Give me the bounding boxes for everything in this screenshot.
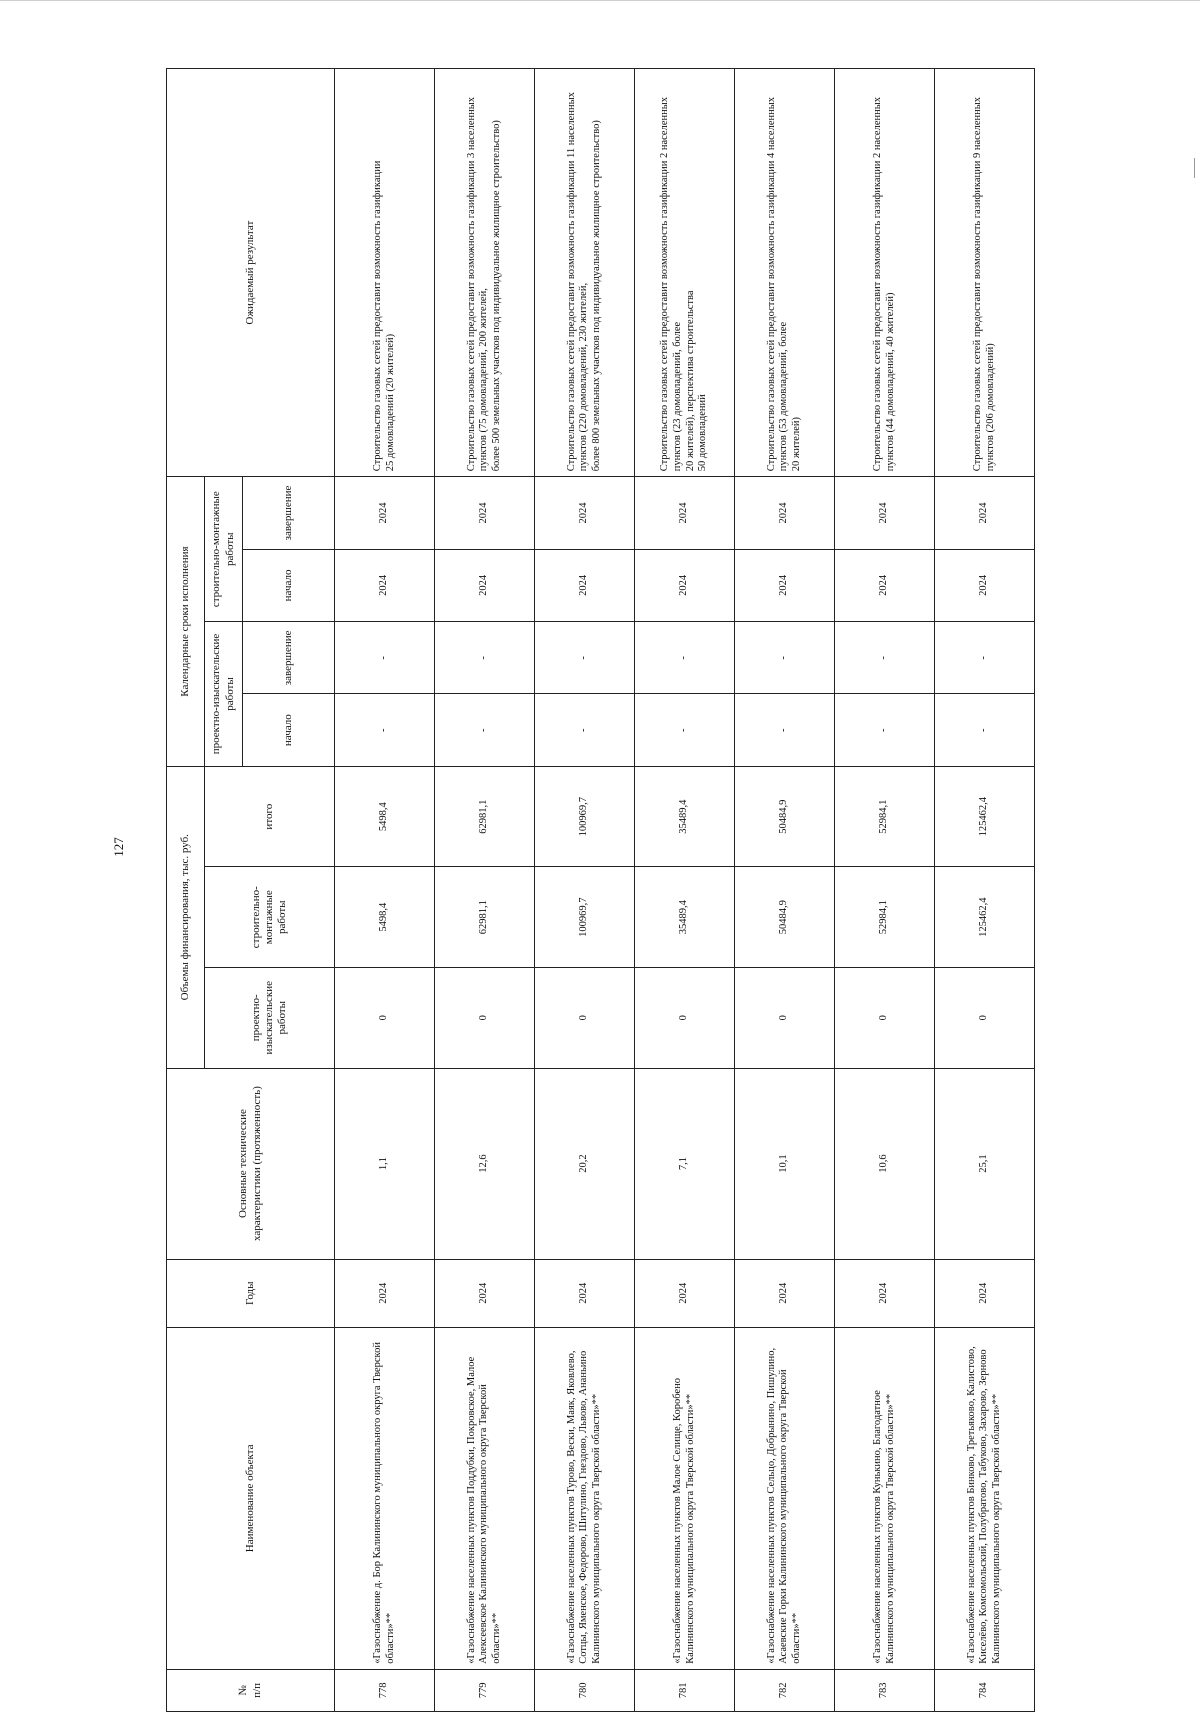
row-length: 1,1	[335, 1068, 435, 1259]
row-number: 783	[835, 1669, 935, 1711]
funding-total-value: 35489,4	[635, 766, 735, 867]
construction-start-value: 2024	[535, 549, 635, 621]
object-name: «Газоснабжение д. Бор Калининского муниципального округа Тверской области»**	[335, 1327, 435, 1669]
funding-total-value: 62981,1	[435, 766, 535, 867]
row-length: 25,1	[935, 1068, 1035, 1259]
funding-design-value: 0	[935, 967, 1035, 1068]
funding-design-value: 0	[535, 967, 635, 1068]
construction-start-value: 2024	[635, 549, 735, 621]
construction-start-header: начало	[243, 549, 335, 621]
expected-result: Строительство газовых сетей предоставит возможность газификации 2 населенных пунктов (44 домовладений, 40 жителей)	[835, 69, 935, 477]
table-header	[167, 69, 335, 1712]
construction-finish-value: 2024	[335, 477, 435, 549]
design-start-value: -	[735, 694, 835, 766]
construction-finish-value: 2024	[635, 477, 735, 549]
schedule-design-header: проектно-изыскательские работы	[205, 622, 243, 767]
design-start-value: -	[635, 694, 735, 766]
funding-construction-value: 100969,7	[535, 867, 635, 968]
object-name: «Газоснабжение населенных пунктов Сельцо, Добрынино, Пишулино, Асаевские Горки Калининского муниципального округа Тверской области»**	[735, 1327, 835, 1669]
row-year: 2024	[835, 1259, 935, 1327]
funding-total-value: 5498,4	[335, 766, 435, 867]
funding-construction-value: 5498,4	[335, 867, 435, 968]
table-row	[635, 69, 735, 1712]
construction-finish-value: 2024	[835, 477, 935, 549]
expected-result: Строительство газовых сетей предоставит возможность газификации 25 домовладений (20 жителей)	[335, 69, 435, 477]
object-name: «Газоснабжение населенных пунктов Бинково, Третьяково, Калистово, Киселёво, Комсомольский, Полубратово, Табуково, Захарово, Зерново Калининского муниципального округа Тверской области»**	[935, 1327, 1035, 1669]
construction-finish-value: 2024	[535, 477, 635, 549]
design-start-value: -	[335, 694, 435, 766]
construction-start-value: 2024	[735, 549, 835, 621]
scan-edge-mark	[0, 0, 1200, 1]
row-number: 778	[335, 1669, 435, 1711]
construction-finish-value: 2024	[735, 477, 835, 549]
design-start-value: -	[535, 694, 635, 766]
row-year: 2024	[735, 1259, 835, 1327]
design-finish-value: -	[435, 622, 535, 694]
funding-design-value: 0	[635, 967, 735, 1068]
design-start-header: начало	[243, 694, 335, 766]
row-length: 20,2	[535, 1068, 635, 1259]
funding-total-value: 125462,4	[935, 766, 1035, 867]
table-row	[535, 69, 635, 1712]
funding-construction-header: строительно-монтажные работы	[205, 867, 335, 968]
funding-construction-value: 50484,9	[735, 867, 835, 968]
table-row	[335, 69, 435, 1712]
table-row	[735, 69, 835, 1712]
expected-result: Строительство газовых сетей предоставит возможность газификации 3 населенных пунктов (75 домовладений, 200 жителей, более 500 земельных участков под индивидуальное жилищное строительство)	[435, 69, 535, 477]
funding-design-value: 0	[435, 967, 535, 1068]
table-row	[835, 69, 935, 1712]
expected-result: Строительство газовых сетей предоставит возможность газификации 9 населенных пунктов (206 домовладений)	[935, 69, 1035, 477]
construction-finish-value: 2024	[935, 477, 1035, 549]
row-year: 2024	[535, 1259, 635, 1327]
funding-total-value: 52984,1	[835, 766, 935, 867]
col-result-header: Ожидаемый результат	[167, 69, 335, 477]
design-start-value: -	[835, 694, 935, 766]
row-year: 2024	[935, 1259, 1035, 1327]
expected-result: Строительство газовых сетей предоставит возможность газификации 11 населенных пунктов (220 домовладений, 230 жителей, более 800 земельных участков под индивидуальное жилищное строительство)	[535, 69, 635, 477]
design-start-value: -	[435, 694, 535, 766]
row-length: 10,1	[735, 1068, 835, 1259]
row-length: 10,6	[835, 1068, 935, 1259]
funding-design-value: 0	[835, 967, 935, 1068]
design-finish-value: -	[335, 622, 435, 694]
funding-construction-value: 52984,1	[835, 867, 935, 968]
row-number: 779	[435, 1669, 535, 1711]
schedule-construction-header: строительно-монтажные работы	[205, 477, 243, 622]
row-year: 2024	[435, 1259, 535, 1327]
table-row	[435, 69, 535, 1712]
col-years-header: Годы	[167, 1259, 335, 1327]
construction-start-value: 2024	[335, 549, 435, 621]
col-specs-header: Основные технические характеристики (протяженность)	[167, 1068, 335, 1259]
object-name: «Газоснабжение населенных пунктов Кунькино, Благодатное Калининского муниципального округа Тверской области»**	[835, 1327, 935, 1669]
funding-design-value: 0	[335, 967, 435, 1068]
design-finish-value: -	[835, 622, 935, 694]
funding-construction-value: 62981,1	[435, 867, 535, 968]
col-name-header: Наименование объекта	[167, 1327, 335, 1669]
row-number: 780	[535, 1669, 635, 1711]
object-name: «Газоснабжение населенных пунктов Малое Селище, Коробено Калининского муниципального округа Тверской области»**	[635, 1327, 735, 1669]
funding-total-value: 50484,9	[735, 766, 835, 867]
design-finish-value: -	[735, 622, 835, 694]
design-finish-value: -	[635, 622, 735, 694]
design-finish-header: завершение	[243, 622, 335, 694]
design-finish-value: -	[935, 622, 1035, 694]
funding-design-value: 0	[735, 967, 835, 1068]
page-number: 127	[111, 837, 126, 857]
col-num-header: № п/п	[167, 1669, 335, 1711]
funding-construction-value: 35489,4	[635, 867, 735, 968]
expected-result: Строительство газовых сетей предоставит возможность газификации 4 населенных пунктов (53 домовладений, более 20 жителей)	[735, 69, 835, 477]
row-number: 784	[935, 1669, 1035, 1711]
object-name: «Газоснабжение населенных пунктов Поддубки, Покровское, Малое Алексеевское Калининского муниципального округа Тверской области»**	[435, 1327, 535, 1669]
row-length: 7,1	[635, 1068, 735, 1259]
scan-edge-mark	[1194, 158, 1195, 178]
design-start-value: -	[935, 694, 1035, 766]
design-finish-value: -	[535, 622, 635, 694]
construction-start-value: 2024	[435, 549, 535, 621]
object-table	[166, 68, 1035, 1712]
funding-total-value: 100969,7	[535, 766, 635, 867]
row-number: 781	[635, 1669, 735, 1711]
funding-design-header: проектно-изыскательские работы	[205, 967, 335, 1068]
row-number: 782	[735, 1669, 835, 1711]
object-name: «Газоснабжение населенных пунктов Турово, Вески, Маяк, Яковлево, Сотцы, Яменское, Федорово, Шитулино, Гнездово, Львово, Ананьино Калининского муниципального округа Тверской области»**	[535, 1327, 635, 1669]
table-row	[935, 69, 1035, 1712]
row-length: 12,6	[435, 1068, 535, 1259]
construction-start-value: 2024	[835, 549, 935, 621]
construction-finish-value: 2024	[435, 477, 535, 549]
table-body	[335, 69, 1035, 1712]
construction-finish-header: завершение	[243, 477, 335, 549]
schedule-header: Календарные сроки исполнения	[167, 477, 205, 767]
row-year: 2024	[335, 1259, 435, 1327]
rotated-page	[166, 68, 1035, 1712]
funding-header: Объемы финансирования, тыс. руб.	[167, 766, 205, 1068]
funding-construction-value: 125462,4	[935, 867, 1035, 968]
funding-total-header: итого	[205, 766, 335, 867]
expected-result: Строительство газовых сетей предоставит возможность газификации 2 населенных пунктов (23 домовладений, более 20 жителей), перспектива строительства 50 домовладений	[635, 69, 735, 477]
construction-start-value: 2024	[935, 549, 1035, 621]
row-year: 2024	[635, 1259, 735, 1327]
